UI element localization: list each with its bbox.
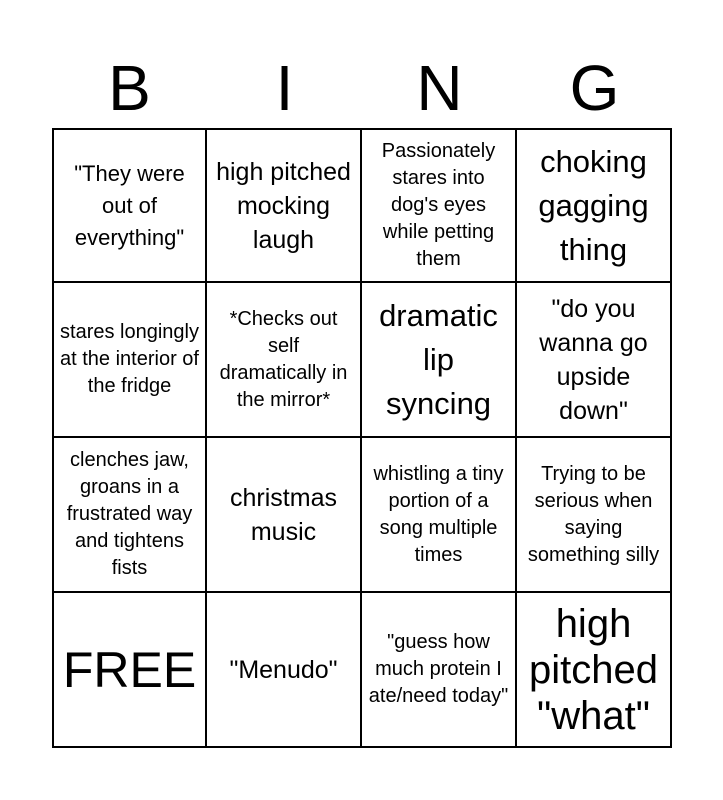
bingo-cell[interactable] xyxy=(362,593,517,748)
bingo-cell-text: Trying to be serious when saying something silly xyxy=(527,462,660,566)
bingo-cell-text: "do you wanna go upside down" xyxy=(539,294,648,425)
header-letter-b: B xyxy=(108,52,151,124)
bingo-cell-text: clenches jaw, groans in a frustrated way and tightens fists xyxy=(66,449,193,579)
bingo-cell-text: "Menudo" xyxy=(229,655,338,684)
bingo-cell-text: high pitched mocking laugh xyxy=(216,157,351,254)
bingo-cell-text: choking gagging thing xyxy=(538,143,649,267)
bingo-cell[interactable] xyxy=(207,283,362,438)
bingo-cell[interactable] xyxy=(362,128,517,283)
bingo-header xyxy=(52,50,672,126)
bingo-cell-text: Passionately stares into dog's eyes while petting them xyxy=(381,140,496,270)
header-letter-n: N xyxy=(416,52,463,124)
bingo-cell[interactable] xyxy=(52,283,207,438)
header-letter-g: G xyxy=(569,52,620,124)
bingo-cell[interactable] xyxy=(207,593,362,748)
bingo-cell-free[interactable] xyxy=(52,593,207,748)
bingo-cell-text: "guess how much protein I ate/need today" xyxy=(368,631,509,707)
bingo-cell[interactable] xyxy=(517,438,672,593)
bingo-cell-text: christmas music xyxy=(230,483,337,546)
bingo-cell[interactable] xyxy=(517,128,672,283)
bingo-cell[interactable] xyxy=(52,128,207,283)
bingo-cell-text: dramatic lip syncing xyxy=(379,297,498,421)
bingo-board xyxy=(52,128,672,748)
bingo-cell[interactable] xyxy=(207,128,362,283)
header-letter-i: I xyxy=(275,52,294,124)
bingo-cell-text: "They were out of everything" xyxy=(74,160,185,250)
bingo-cell-text: whistling a tiny portion of a song multiple times xyxy=(373,462,504,566)
free-space-label: FREE xyxy=(62,641,197,698)
bingo-cell[interactable] xyxy=(362,438,517,593)
bingo-cell-text: *Checks out self dramatically in the mirror* xyxy=(219,307,348,411)
bingo-cell[interactable] xyxy=(517,593,672,748)
bingo-cell-text: high pitched "what" xyxy=(529,601,658,738)
bingo-cell[interactable] xyxy=(517,283,672,438)
bingo-cell-text: stares longingly at the interior of the fridge xyxy=(60,321,199,397)
bingo-cell[interactable] xyxy=(207,438,362,593)
bingo-cell[interactable] xyxy=(52,438,207,593)
bingo-cell[interactable] xyxy=(362,283,517,438)
